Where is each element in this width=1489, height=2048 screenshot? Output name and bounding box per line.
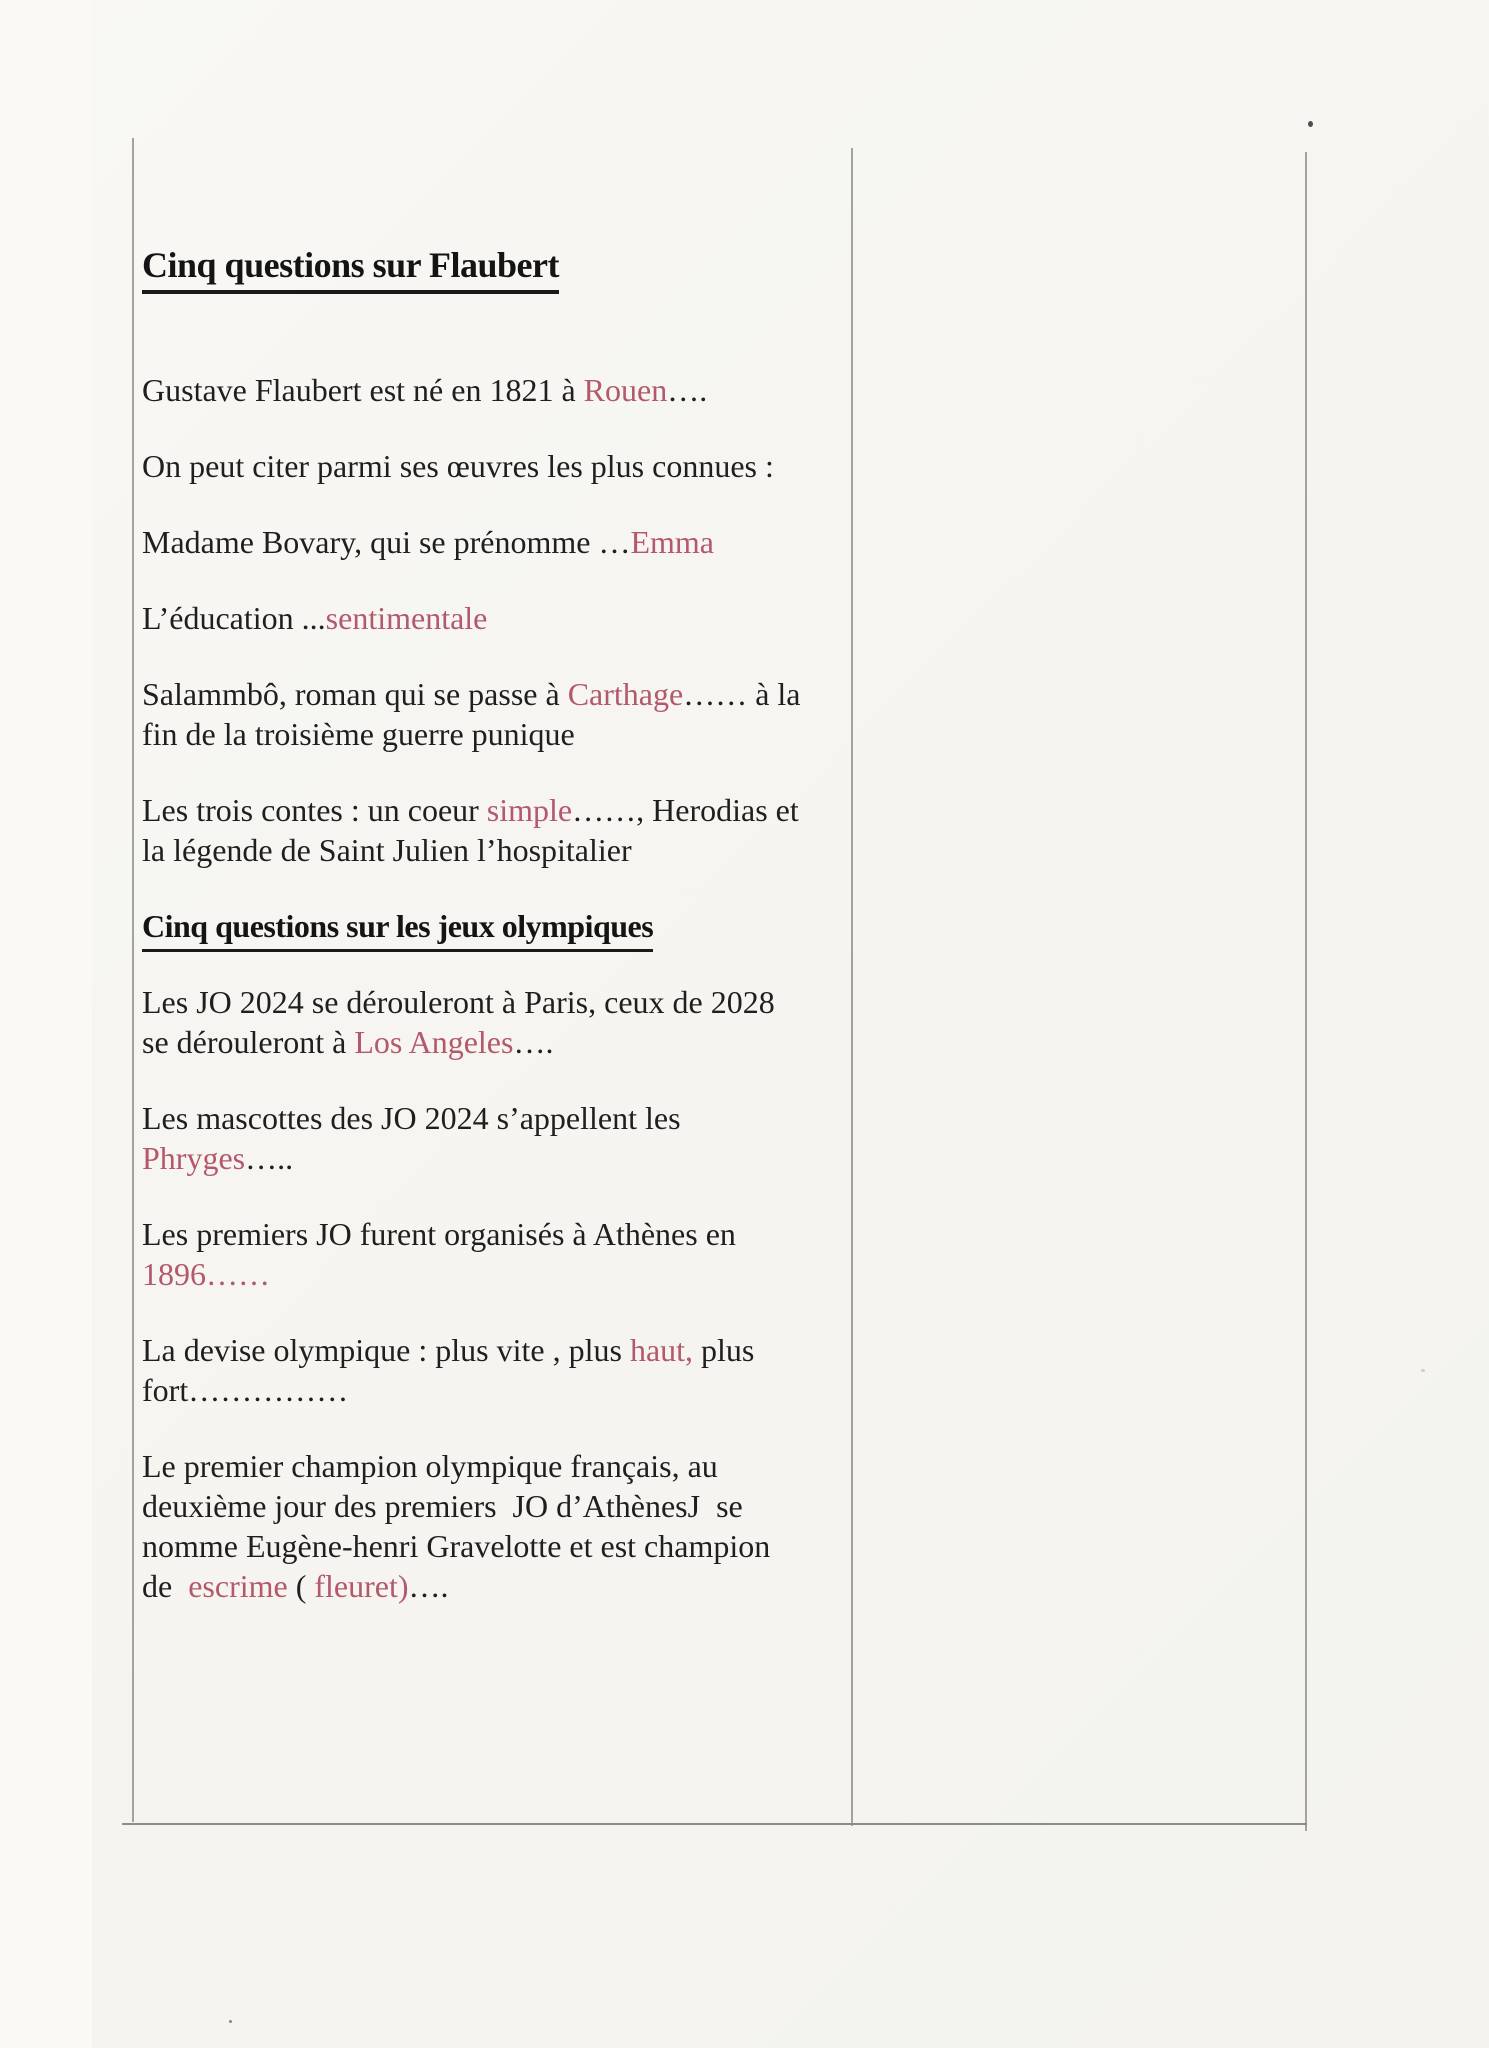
q-flaubert-birthplace: [142, 370, 862, 410]
q-trois-contes: [142, 790, 862, 870]
table-border-left: [132, 138, 134, 1822]
answer-segment: escrime: [188, 1568, 288, 1604]
text-segment: la légende de Saint Julien l’hospitalier: [142, 832, 632, 868]
text-segment: plus: [693, 1332, 755, 1368]
heading-flaubert: [142, 243, 862, 294]
answer-segment: sentimentale: [325, 600, 488, 636]
text-segment: Salammbô, roman qui se passe à: [142, 676, 568, 712]
q-devise-olympique: [142, 1330, 862, 1410]
answer-segment: Carthage: [567, 676, 684, 712]
text-segment: (: [287, 1568, 315, 1604]
answer-segment: simple: [486, 792, 573, 828]
text-segment: de: [142, 1568, 189, 1604]
q-mascottes: [142, 1098, 862, 1178]
text-segment: On peut citer parmi ses œuvres les plus connues :: [142, 448, 774, 484]
text-segment: Les premiers JO furent organisés à Athènes en: [142, 1216, 736, 1252]
text-segment: ……, Herodias et: [572, 792, 799, 828]
text-segment: L’éducation ...: [142, 600, 326, 636]
text-segment: Les mascottes des JO 2024 s’appellent les: [142, 1100, 681, 1136]
q-jo-2028: [142, 982, 862, 1062]
text-segment: fort……………: [142, 1372, 349, 1408]
text-segment: La devise olympique : plus vite , plus: [142, 1332, 630, 1368]
q-education: [142, 598, 862, 638]
answer-segment: haut,: [629, 1332, 694, 1368]
answer-segment: fleuret): [314, 1568, 409, 1604]
text-segment: Les trois contes : un coeur: [142, 792, 487, 828]
text-segment: Gustave Flaubert est né en 1821 à: [142, 372, 584, 408]
answer-segment: Emma: [630, 524, 714, 560]
q-flaubert-works-intro: [142, 446, 862, 486]
q-madame-bovary: [142, 522, 862, 562]
text-segment: se dérouleront à: [142, 1024, 355, 1060]
text-segment: fin de la troisième guerre punique: [142, 716, 575, 752]
scan-left-margin: [0, 0, 92, 2048]
q-salammbo: [142, 674, 862, 754]
text-segment: nomme Eugène-henri Gravelotte et est champion: [142, 1528, 771, 1564]
answer-segment: Los Angeles: [354, 1024, 514, 1060]
text-segment: …… à la: [683, 676, 801, 712]
scan-speck: [1308, 121, 1313, 127]
scan-speck: [1421, 1369, 1425, 1372]
text-segment: deuxième jour des premiers JO d’AthènesJ se: [142, 1488, 743, 1524]
text-segment: ….: [513, 1024, 554, 1060]
table-border-right: [1305, 152, 1307, 1831]
answer-segment: 1896……: [142, 1256, 270, 1292]
text-segment: ….: [408, 1568, 449, 1604]
text-segment: Le premier champion olympique français, au: [142, 1448, 718, 1484]
text-segment: Les JO 2024 se dérouleront à Paris, ceux de 2028: [142, 984, 775, 1020]
text-segment: …..: [245, 1140, 294, 1176]
heading-flaubert-text: Cinq questions sur Flaubert: [142, 243, 559, 294]
table-border-bottom: [122, 1823, 1307, 1825]
answer-segment: Rouen: [583, 372, 668, 408]
text-segment: Madame Bovary, qui se prénomme …: [142, 524, 631, 560]
scan-speck: [229, 2020, 232, 2023]
heading-jeux-olympiques: [142, 906, 862, 952]
text-segment: ….: [667, 372, 708, 408]
answer-segment: Phryges: [142, 1140, 246, 1176]
heading-jeux-olympiques-text: Cinq questions sur les jeux olympiques: [142, 906, 653, 952]
q-premiers-jo: [142, 1214, 862, 1294]
q-premier-champion: [142, 1446, 862, 1606]
